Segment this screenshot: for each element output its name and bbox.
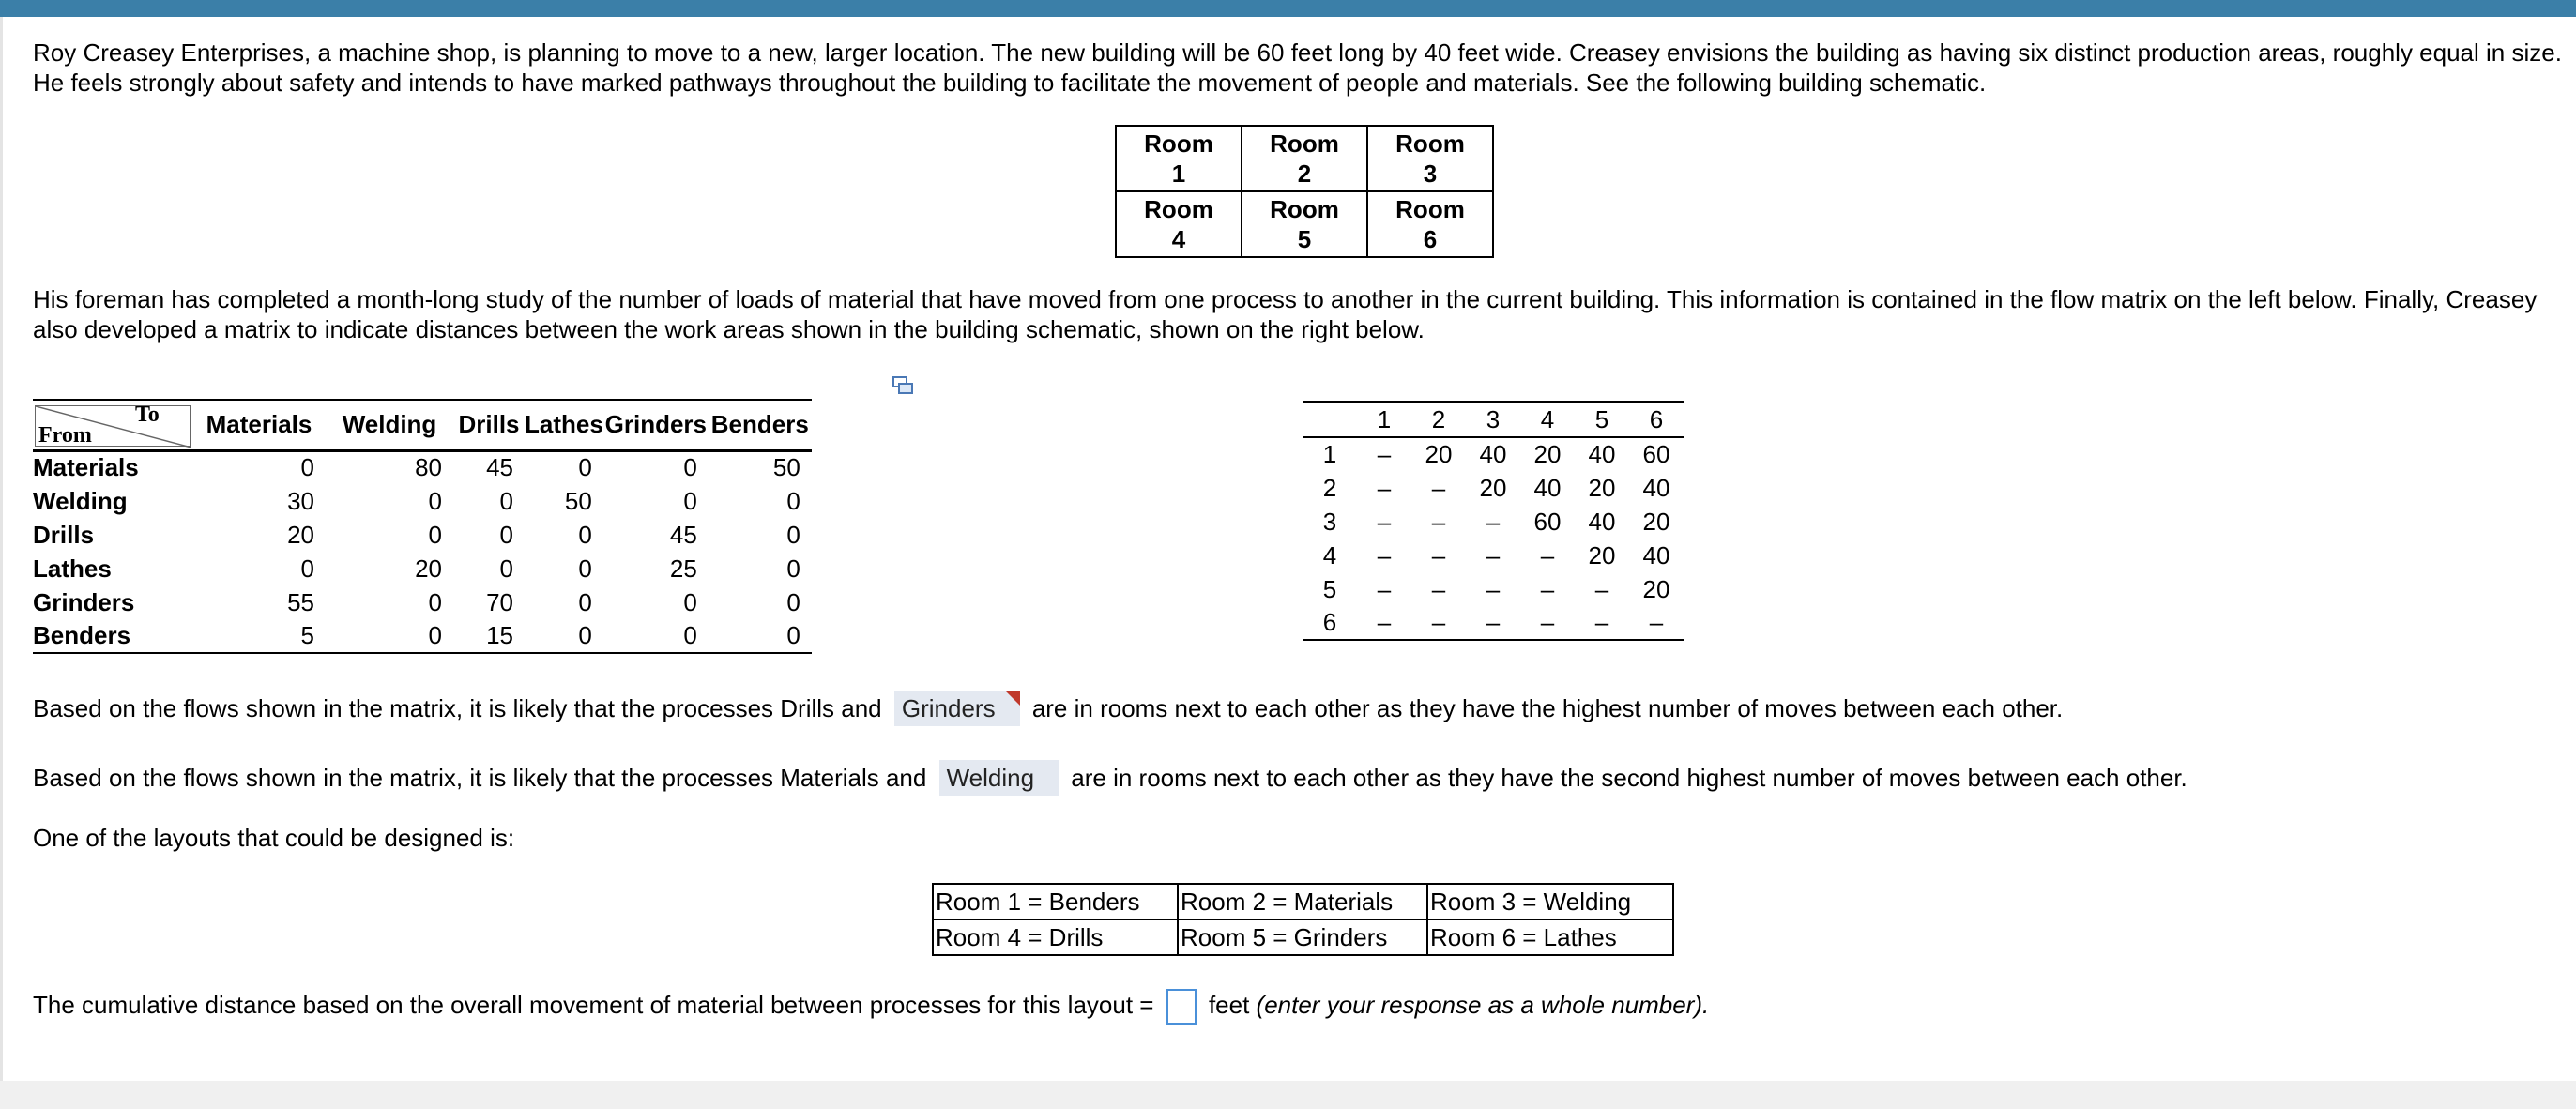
distance-cell: 60 <box>1533 507 1562 536</box>
distance-cell: – <box>1486 608 1501 636</box>
distance-cell: 20 <box>1588 473 1616 502</box>
flow-cell: 0 <box>578 520 592 549</box>
schematic-room-6: Room 6 <box>1367 191 1493 257</box>
distance-cell: – <box>1431 540 1446 570</box>
distance-row-label: 3 <box>1322 507 1337 536</box>
distance-matrix <box>1303 401 1684 641</box>
table-row <box>1303 539 1684 572</box>
cumulative-distance-input[interactable] <box>1166 989 1197 1025</box>
flow-cell: 0 <box>578 621 592 649</box>
table-row <box>1303 606 1684 640</box>
q2-text-after: are in rooms next to each other as they have the second highest number of moves between each other. <box>1071 764 2187 792</box>
distance-cell: 40 <box>1588 507 1616 536</box>
intro-line-1: Roy Creasey Enterprises, a machine shop, is planning to move to a new, larger location. The new building will be 60 feet long by 40 feet wide. Creasey envisions the building as having six distinct production areas, roughly equal in size. <box>33 38 2562 67</box>
flow-matrix <box>33 399 812 654</box>
question-2 <box>33 760 2187 796</box>
flow-cell: 50 <box>564 486 592 515</box>
flow-cell: 0 <box>683 621 697 649</box>
schematic-room-5: Room 5 <box>1242 191 1367 257</box>
distance-cell: 40 <box>1479 440 1507 468</box>
flow-cell: 0 <box>300 453 314 482</box>
flow-cell: 15 <box>486 621 513 649</box>
flow-cell: 0 <box>786 486 800 515</box>
incorrect-flag-icon <box>1005 691 1020 706</box>
distance-cell: – <box>1594 574 1609 603</box>
q1-text-before: Based on the flows shown in the matrix, it is likely that the processes Drills and <box>33 694 882 722</box>
flow-cell: 0 <box>683 486 697 515</box>
distance-cell: – <box>1377 507 1392 536</box>
from-label: From <box>38 423 92 448</box>
table-row <box>933 884 1673 919</box>
q2-text-before: Based on the flows shown in the matrix, it is likely that the processes Materials and <box>33 764 927 792</box>
flow-cell: 0 <box>499 486 513 515</box>
distance-col-header: 6 <box>1649 404 1664 433</box>
flow-cell: 0 <box>786 520 800 549</box>
table-row <box>33 619 812 653</box>
flow-cell: 0 <box>300 554 314 583</box>
distance-cell: 20 <box>1588 540 1616 570</box>
layout-cell: Room 3 = Welding <box>1427 884 1673 919</box>
distance-col-header: 3 <box>1486 404 1501 433</box>
building-schematic <box>1115 125 1494 258</box>
distance-cell: – <box>1540 608 1555 636</box>
copy-table-icon[interactable] <box>892 376 913 395</box>
intro-line-2: He feels strongly about safety and intends to have marked pathways throughout the building to facilitate the movement of people and materials. See the following building schematic. <box>33 68 1987 97</box>
flow-cell: 20 <box>287 520 314 549</box>
distance-cell: – <box>1431 507 1446 536</box>
flow-cell: 50 <box>772 453 800 482</box>
distance-cell: – <box>1486 540 1501 570</box>
flow-cell: 0 <box>578 554 592 583</box>
distance-row-label: 5 <box>1322 574 1337 603</box>
q1-answer-dropdown[interactable] <box>894 691 1020 726</box>
flow-col-header: Welding <box>342 410 437 439</box>
distance-cell: – <box>1486 574 1501 603</box>
layout-cell: Room 4 = Drills <box>933 919 1178 955</box>
distance-cell: – <box>1540 540 1555 570</box>
table-row <box>933 919 1673 955</box>
schematic-room-4: Room 4 <box>1116 191 1242 257</box>
distance-cell: 20 <box>1642 507 1670 536</box>
flow-row-label: Grinders <box>33 587 135 616</box>
flow-row-label: Benders <box>33 621 131 649</box>
table-row <box>33 518 812 552</box>
flow-cell: 0 <box>683 453 697 482</box>
bottom-bar <box>0 1081 2576 1109</box>
flow-cell: 0 <box>499 520 513 549</box>
table-row <box>1303 437 1684 471</box>
distance-cell: – <box>1377 440 1392 468</box>
flow-cell: 0 <box>428 621 442 649</box>
q1-text-after: are in rooms next to each other as they have the highest number of moves between each other. <box>1031 694 2064 722</box>
flow-col-header: Drills <box>458 410 520 439</box>
flow-cell: 45 <box>486 453 513 482</box>
to-label: To <box>135 403 160 427</box>
distance-cell: – <box>1377 608 1392 636</box>
distance-row-label: 6 <box>1322 608 1337 636</box>
flow-cell: 0 <box>428 587 442 616</box>
distance-col-header: 5 <box>1594 404 1609 433</box>
table-row <box>33 484 812 518</box>
q2-answer-value: Welding <box>946 764 1035 792</box>
study-line-2: also developed a matrix to indicate distances between the work areas shown in the building schematic, shown on the right below. <box>33 315 1425 343</box>
distance-cell: 40 <box>1533 473 1562 502</box>
flow-cell: 0 <box>578 587 592 616</box>
flow-cell: 70 <box>486 587 513 616</box>
left-border <box>0 17 3 1081</box>
study-line-1: His foreman has completed a month-long study of the number of loads of material that have moved from one process to another in the current building. This information is contained in the flow matrix on the left below. Finally, Creasey <box>33 285 2538 313</box>
distance-cell: 20 <box>1425 440 1453 468</box>
distance-cell: – <box>1431 608 1446 636</box>
final-note: (enter your response as a whole number). <box>1256 991 1710 1019</box>
layout-intro: One of the layouts that could be designed is: <box>33 824 515 852</box>
flow-cell: 0 <box>578 453 592 482</box>
table-row <box>1303 572 1684 606</box>
flow-cell: 45 <box>669 520 697 549</box>
distance-cell: – <box>1540 574 1555 603</box>
distance-cell: – <box>1377 574 1392 603</box>
distance-cell: – <box>1431 574 1446 603</box>
table-row <box>33 552 812 585</box>
distance-cell: 20 <box>1479 473 1507 502</box>
flow-row-label: Welding <box>33 486 128 515</box>
flow-cell: 0 <box>428 486 442 515</box>
distance-cell: 20 <box>1533 440 1562 468</box>
flow-col-header: Grinders <box>604 410 707 439</box>
distance-cell: 40 <box>1588 440 1616 468</box>
layout-cell: Room 1 = Benders <box>933 884 1178 919</box>
flow-cell: 0 <box>786 587 800 616</box>
flow-cell: 5 <box>300 621 314 649</box>
question-1 <box>33 691 2063 726</box>
flow-col-header: Lathes <box>525 410 603 439</box>
flow-cell: 0 <box>428 520 442 549</box>
layout-cell: Room 2 = Materials <box>1178 884 1427 919</box>
distance-row-label: 1 <box>1322 440 1337 468</box>
flow-cell: 55 <box>287 587 314 616</box>
layout-table <box>932 883 1674 956</box>
distance-cell: – <box>1649 608 1664 636</box>
flow-cell: 0 <box>786 621 800 649</box>
distance-cell: 60 <box>1642 440 1670 468</box>
distance-cell: 40 <box>1642 540 1670 570</box>
table-row <box>1303 505 1684 539</box>
table-row <box>1303 471 1684 505</box>
flow-cell: 80 <box>415 453 442 482</box>
flow-cell: 0 <box>499 554 513 583</box>
flow-row-label: Materials <box>33 453 139 482</box>
distance-col-header: 1 <box>1377 404 1392 433</box>
flow-cell: 30 <box>287 486 314 515</box>
distance-cell: – <box>1377 473 1392 502</box>
distance-cell: – <box>1377 540 1392 570</box>
distance-cell: 20 <box>1642 574 1670 603</box>
q2-answer-dropdown[interactable] <box>939 760 1059 796</box>
flow-col-header: Benders <box>710 410 809 439</box>
flow-cell: 0 <box>683 587 697 616</box>
from-to-header <box>33 400 192 450</box>
flow-col-header: Materials <box>206 410 312 439</box>
q1-answer-value: Grinders <box>901 694 996 722</box>
distance-cell: – <box>1594 608 1609 636</box>
distance-cell: 40 <box>1642 473 1670 502</box>
flow-row-label: Lathes <box>33 554 112 583</box>
flow-cell: 25 <box>669 554 697 583</box>
distance-cell: – <box>1431 473 1446 502</box>
flow-row-label: Drills <box>33 520 95 549</box>
flow-cell: 20 <box>415 554 442 583</box>
final-text-before: The cumulative distance based on the overall movement of material between processes for this layout = <box>33 991 1154 1019</box>
final-question <box>33 986 1709 1025</box>
final-unit: feet <box>1208 991 1250 1019</box>
table-row <box>33 450 812 484</box>
distance-corner <box>1303 402 1357 437</box>
distance-cell: – <box>1486 507 1501 536</box>
distance-col-header: 2 <box>1431 404 1446 433</box>
schematic-room-3: Room 3 <box>1367 126 1493 191</box>
distance-row-label: 4 <box>1322 540 1337 570</box>
top-header-bar <box>0 0 2576 17</box>
layout-cell: Room 5 = Grinders <box>1178 919 1427 955</box>
schematic-room-2: Room 2 <box>1242 126 1367 191</box>
layout-cell: Room 6 = Lathes <box>1427 919 1673 955</box>
flow-cell: 0 <box>786 554 800 583</box>
distance-col-header: 4 <box>1540 404 1555 433</box>
distance-row-label: 2 <box>1322 473 1337 502</box>
table-row <box>33 585 812 619</box>
schematic-room-1: Room 1 <box>1116 126 1242 191</box>
